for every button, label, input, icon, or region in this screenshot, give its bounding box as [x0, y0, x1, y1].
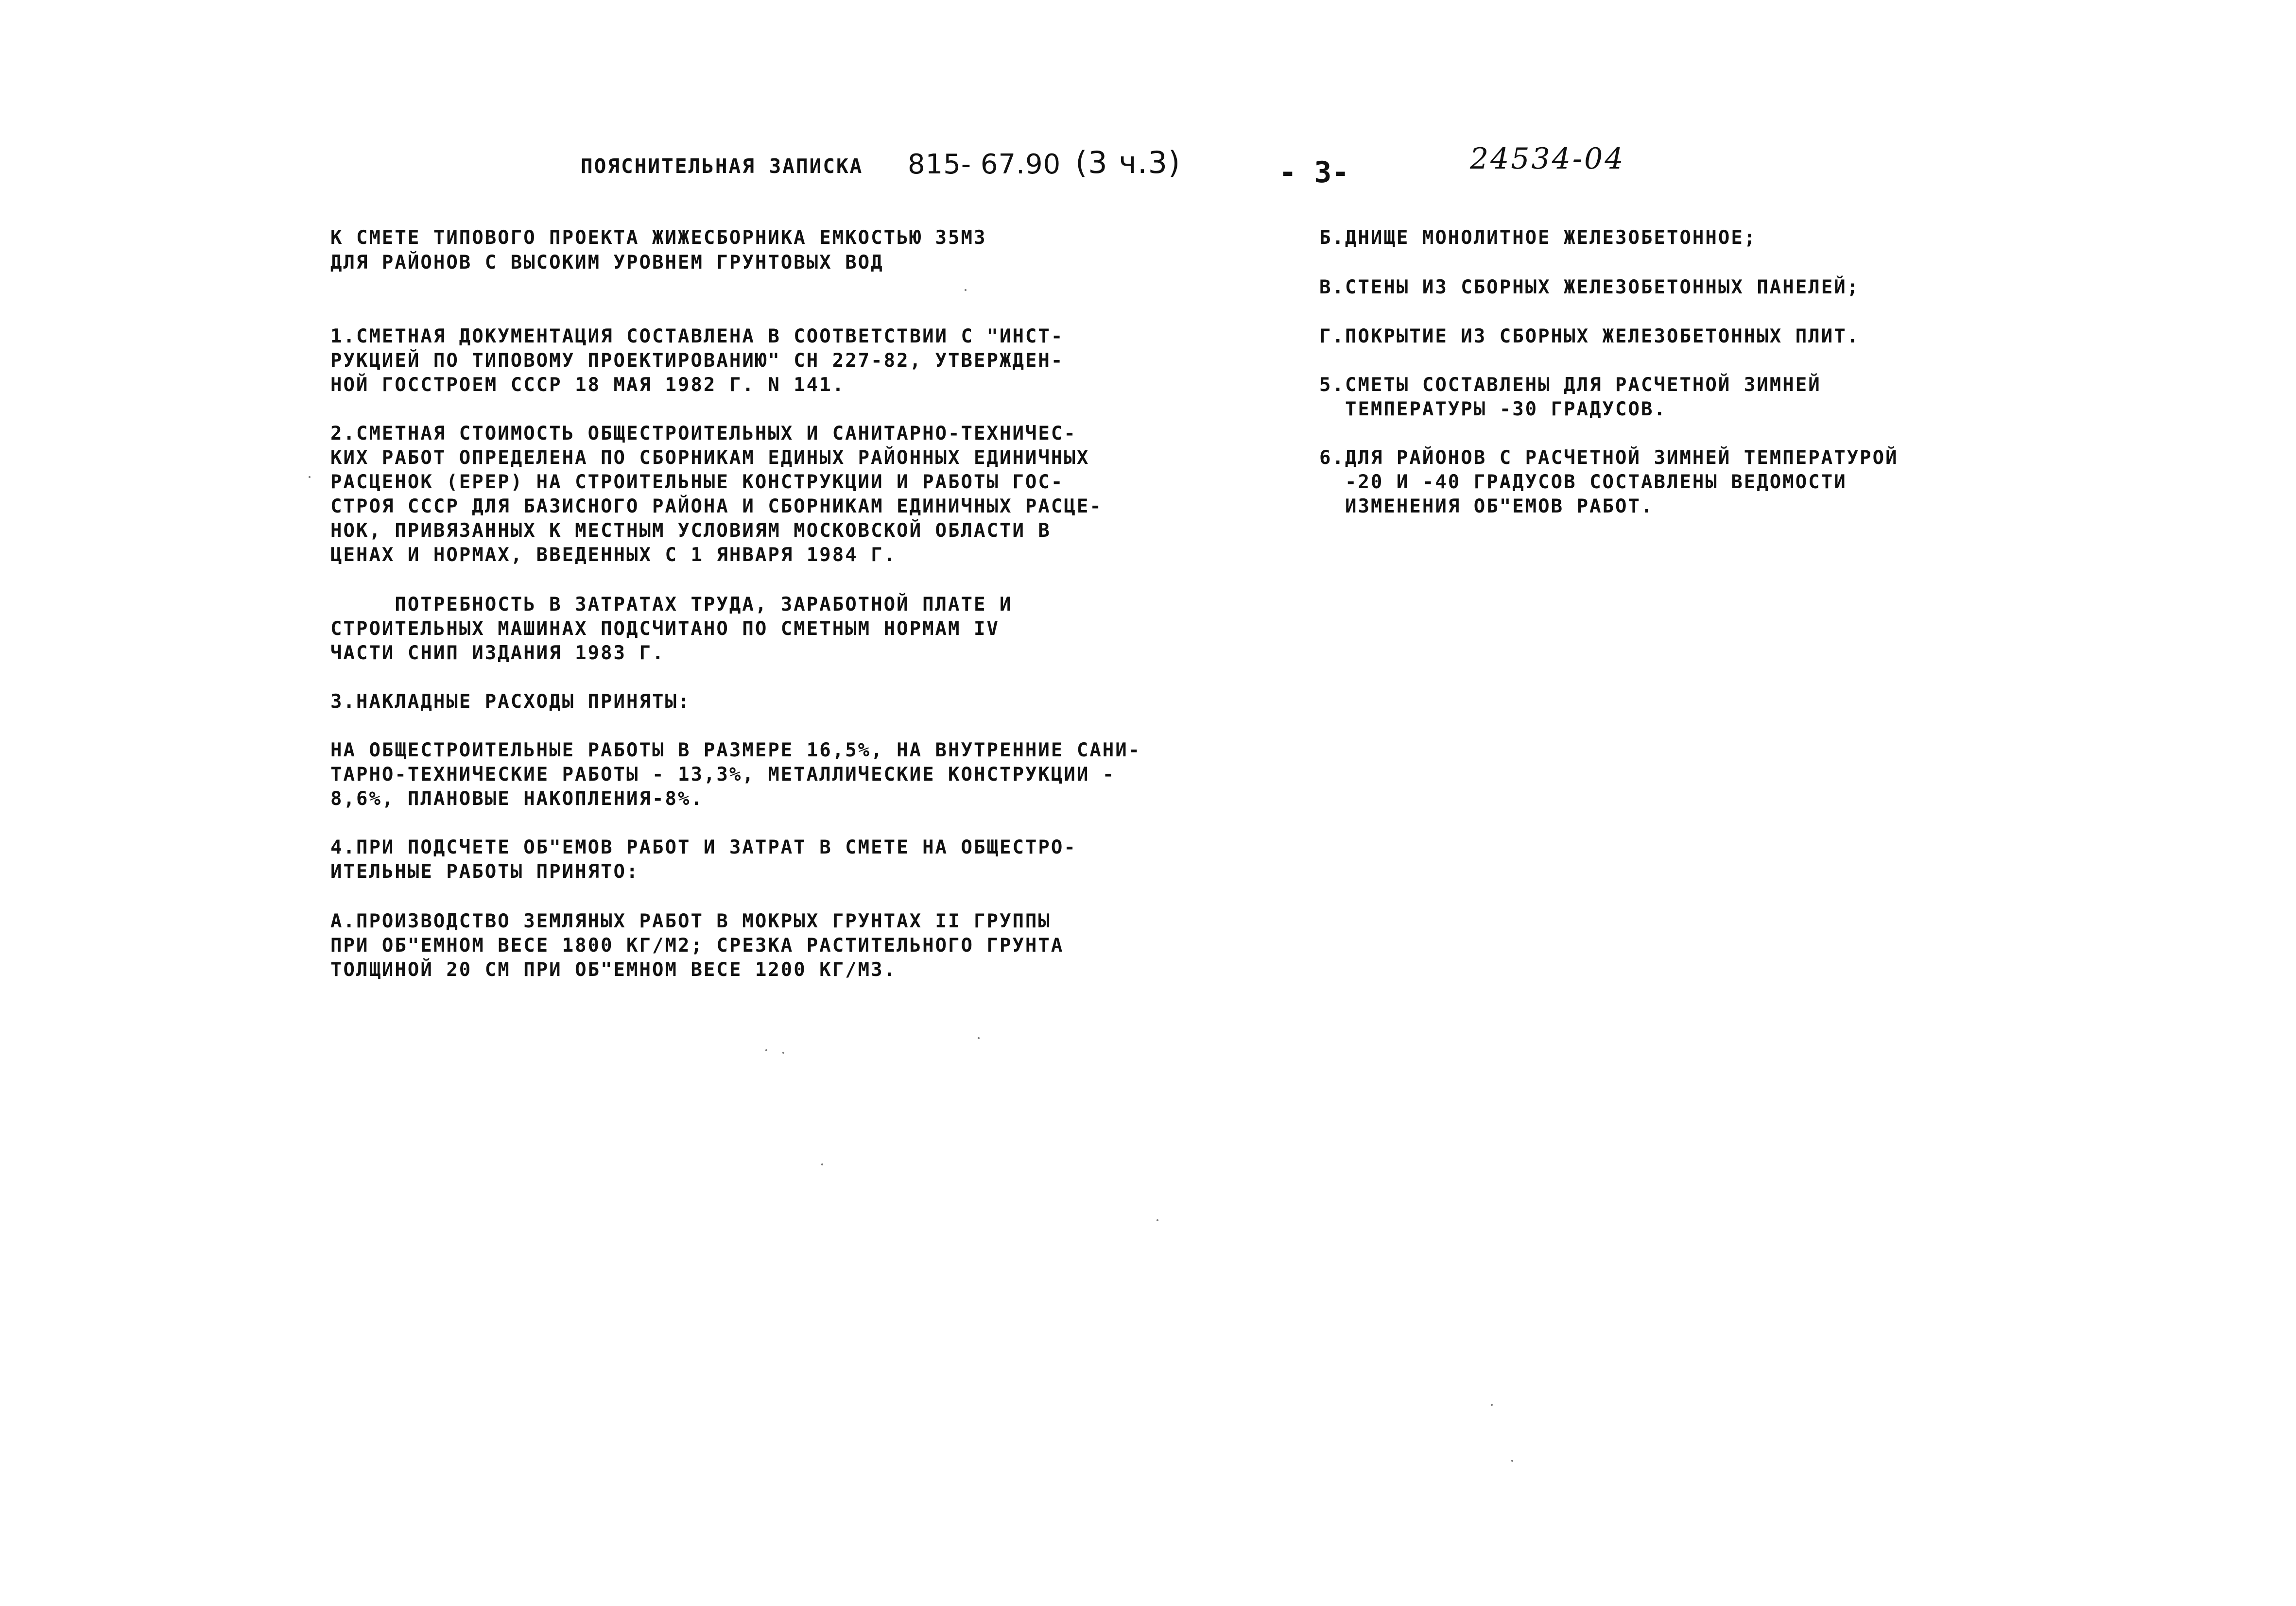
- scan-speck: [1511, 1460, 1513, 1462]
- header-part: (3 ч.3): [1075, 145, 1181, 180]
- header-title: ПОЯСНИТЕЛЬНАЯ ЗАПИСКА: [581, 154, 863, 178]
- text-line: СТРОЯ СССР ДЛЯ БАЗИСНОГО РАЙОНА И СБОРНИКАМ ЕДИНИЧНЫХ РАСЦЕ-: [330, 495, 1103, 517]
- text-line: ДЛЯ РАЙОНОВ С ВЫСОКИМ УРОВНЕМ ГРУНТОВЫХ ВОД: [330, 252, 884, 273]
- text-line: СТРОИТЕЛЬНЫХ МАШИНАХ ПОДСЧИТАНО ПО СМЕТНЫМ НОРМАМ IV: [330, 618, 1000, 640]
- text-line: ТОЛЩИНОЙ 20 СМ ПРИ ОБ"ЕМНОМ ВЕСЕ 1200 КГ/М3.: [330, 959, 897, 981]
- text-line: А.ПРОИЗВОДСТВО ЗЕМЛЯНЫХ РАБОТ В МОКРЫХ ГРУНТАХ II ГРУППЫ: [330, 910, 1051, 932]
- text-line: НОЙ ГОССТРОЕМ СССР 18 МАЯ 1982 Г. N 141.: [330, 374, 846, 396]
- scan-speck: [782, 1052, 784, 1054]
- text-line: -20 И -40 ГРАДУСОВ СОСТАВЛЕНЫ ВЕДОМОСТИ: [1319, 471, 1847, 493]
- text-line: ПОТРЕБНОСТЬ В ЗАТРАТАХ ТРУДА, ЗАРАБОТНОЙ ПЛАТЕ И: [330, 594, 1013, 615]
- scan-speck: [965, 289, 967, 291]
- header-document-number: 24534-04: [1470, 142, 1625, 176]
- text-line: 5.СМЕТЫ СОСТАВЛЕНЫ ДЛЯ РАСЧЕТНОЙ ЗИМНЕЙ: [1319, 374, 1821, 396]
- text-line: ПРИ ОБ"ЕМНОМ ВЕСЕ 1800 КГ/М2; СРЕЗКА РАСТИТЕЛЬНОГО ГРУНТА: [330, 935, 1064, 957]
- scan-speck: [821, 1163, 823, 1165]
- text-line: 3.НАКЛАДНЫЕ РАСХОДЫ ПРИНЯТЫ:: [330, 691, 691, 713]
- text-line: НОК, ПРИВЯЗАННЫХ К МЕСТНЫМ УСЛОВИЯМ МОСКОВСКОЙ ОБЛАСТИ В: [330, 520, 1051, 542]
- text-line: ТЕМПЕРАТУРЫ -30 ГРАДУСОВ.: [1319, 398, 1667, 420]
- text-line: В.СТЕНЫ ИЗ СБОРНЫХ ЖЕЛЕЗОБЕТОННЫХ ПАНЕЛЕЙ;: [1319, 276, 1860, 298]
- scan-speck: [1157, 1219, 1158, 1221]
- text-line: К СМЕТЕ ТИПОВОГО ПРОЕКТА ЖИЖЕСБОРНИКА ЕМКОСТЬЮ 35М3: [330, 227, 987, 249]
- text-line: ИЗМЕНЕНИЯ ОБ"ЕМОВ РАБОТ.: [1319, 495, 1654, 517]
- text-line: 8,6%, ПЛАНОВЫЕ НАКОПЛЕНИЯ-8%.: [330, 788, 704, 810]
- text-line: КИХ РАБОТ ОПРЕДЕЛЕНА ПО СБОРНИКАМ ЕДИНЫХ РАЙОННЫХ ЕДИНИЧНЫХ: [330, 447, 1090, 469]
- text-line: 2.СМЕТНАЯ СТОИМОСТЬ ОБЩЕСТРОИТЕЛЬНЫХ И САНИТАРНО-ТЕХНИЧЕС-: [330, 423, 1077, 444]
- text-line: ИТЕЛЬНЫЕ РАБОТЫ ПРИНЯТО:: [330, 861, 639, 883]
- text-line: РАСЦЕНОК (ЕРЕР) НА СТРОИТЕЛЬНЫЕ КОНСТРУКЦИИ И РАБОТЫ ГОС-: [330, 471, 1064, 493]
- text-line: ТАРНО-ТЕХНИЧЕСКИЕ РАБОТЫ - 13,3%, МЕТАЛЛИЧЕСКИЕ КОНСТРУКЦИИ -: [330, 764, 1116, 786]
- scan-speck: [978, 1037, 980, 1039]
- header-project-code: 815- 67.90: [908, 149, 1061, 180]
- scan-speck: [765, 1049, 767, 1051]
- text-line: ЦЕНАХ И НОРМАХ, ВВЕДЕННЫХ С 1 ЯНВАРЯ 1984 Г.: [330, 544, 897, 566]
- text-line: ЧАСТИ СНИП ИЗДАНИЯ 1983 Г.: [330, 642, 665, 664]
- text-line: РУКЦИЕЙ ПО ТИПОВОМУ ПРОЕКТИРОВАНИЮ" СН 227-82, УТВЕРЖДЕН-: [330, 350, 1064, 372]
- text-line: 4.ПРИ ПОДСЧЕТЕ ОБ"ЕМОВ РАБОТ И ЗАТРАТ В СМЕТЕ НА ОБЩЕСТРО-: [330, 837, 1077, 858]
- scan-speck: [1491, 1404, 1493, 1406]
- text-line: Б.ДНИЩЕ МОНОЛИТНОЕ ЖЕЛЕЗОБЕТОННОЕ;: [1319, 227, 1757, 249]
- text-line: 1.СМЕТНАЯ ДОКУМЕНТАЦИЯ СОСТАВЛЕНА В СООТВЕТСТВИИ С "ИНСТ-: [330, 325, 1064, 347]
- page-number: - 3-: [1279, 155, 1349, 189]
- text-line: НА ОБЩЕСТРОИТЕЛЬНЫЕ РАБОТЫ В РАЗМЕРЕ 16,5%, НА ВНУТРЕННИЕ САНИ-: [330, 739, 1141, 761]
- text-line: Г.ПОКРЫТИЕ ИЗ СБОРНЫХ ЖЕЛЕЗОБЕТОННЫХ ПЛИТ.: [1319, 325, 1860, 347]
- text-line: 6.ДЛЯ РАЙОНОВ С РАСЧЕТНОЙ ЗИМНЕЙ ТЕМПЕРАТУРОЙ: [1319, 447, 1899, 469]
- scan-speck: [309, 476, 311, 478]
